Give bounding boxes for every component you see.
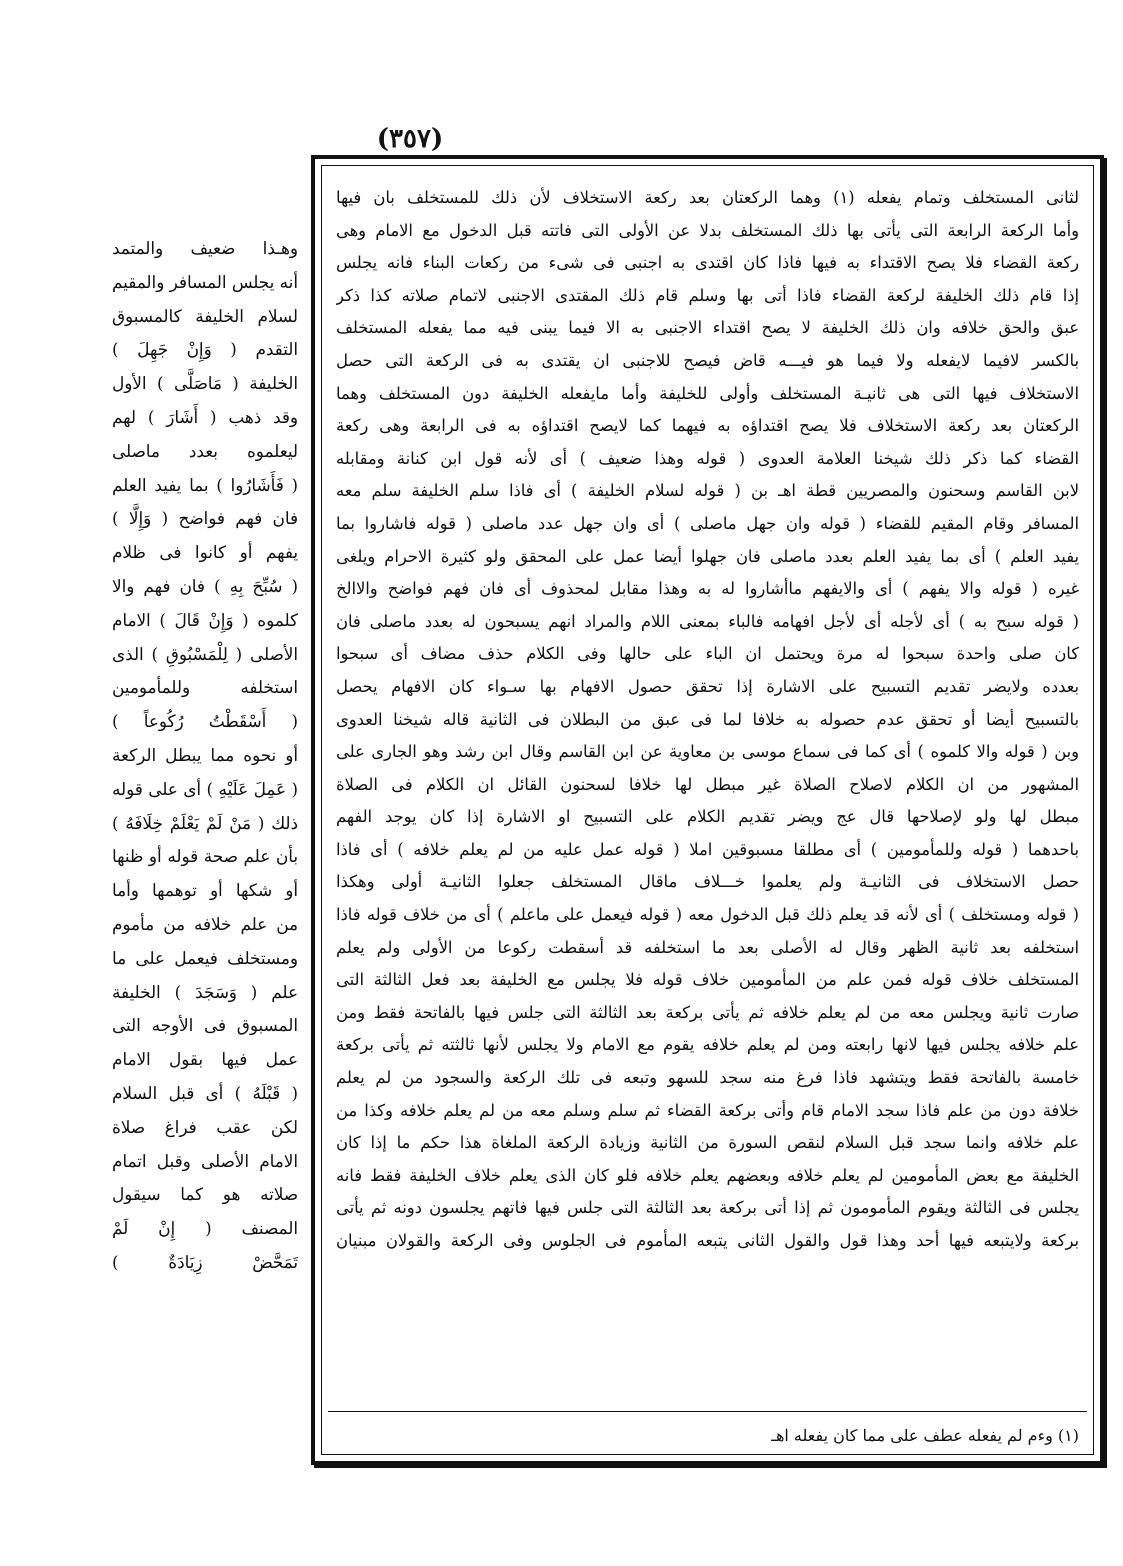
text-line: علم خلافه وانما سجد قبل السلام لنقص السورة من الثانية وزيادة الركعة الملغاة هذا حكم ما إذا كان (336, 1133, 1079, 1153)
text-line: وأما الركعة الرابعة التى يأتى بها ذلك المستخلف بدلا عن الأولى التى فاتته قبل الدخول مع الامام وهى (336, 220, 1079, 240)
text-line: كان صلى واحدة سبحوا له مرة ويحتمل ان الباء على حالها وفى الكلام حذف مضاف أى سبحوا (336, 644, 1079, 664)
text-line: ذلك ( مَنْ لَمْ يَعْلَمْ خِلَافَهُ ) (112, 812, 298, 833)
text-line: مبطل لها ولو لإصلاحها قال عج ويضر تقديم الكلام على التسبيح او الاشارة إذا كان يوجد الفهم (336, 807, 1079, 827)
text-line: لسلام الخليفة كالمسبوق (112, 305, 298, 326)
text-line: الاستخلاف فيها التى هى ثانيـة المستخلف وأولى للخليفة وأما مايفعله الخليفة دون المستخلف وهما (336, 383, 1079, 403)
text-line: صارت ثانية ويجلس معه من لم يعلم خلافه ثم يأتى بركعة بعد الثالثة التى جلس فيها بالفاتحة فقط ومن (336, 1002, 1079, 1022)
text-line: ( قوله سبح به ) أى لأجله أى لأجل افهامه فالباء بمعنى اللام والمراد انهم يسبحون له بعدد ماصلى فان (336, 611, 1079, 631)
text-line: ليعلموه بعدد ماصلى (112, 440, 298, 461)
text-line: تَمَحَّضْ زِيَادَةٌ ) (112, 1251, 298, 1272)
text-line: الأصلى ( لِلْمَسْبُوقِ ) الذى (112, 643, 298, 664)
text-line: فان فهم فواضح ( وَإِلَّا ) (112, 508, 298, 529)
text-line: كلموه ( وَإِنْ قَالَ ) الامام (112, 609, 298, 630)
text-line: أو نحوه مما يبطل الركعة (112, 744, 298, 765)
margin-commentary (112, 232, 298, 1280)
text-line: باحدهما ( قوله وللمأمومين ) أى مطلقا مسبوقين املا ( قوله عمل عليه من لم يعلم خلافه ) أى فاذا (336, 839, 1079, 859)
text-line: وهـذا ضعيف والمتمد (112, 238, 298, 258)
main-text-inner-border (321, 165, 1094, 1455)
text-line: المصنف ( إِنْ لَمْ (112, 1218, 298, 1239)
text-line: الركعتان بعد ركعة الاستخلاف فلا يصح اقتداؤه به فيهما كما لايصح اقتداؤه به فى الرابعة وهى ركعة (336, 416, 1079, 436)
text-line: ومستخلف فيعمل على ما (112, 947, 298, 968)
main-text-body (336, 182, 1079, 1400)
footnote: (١) وءم لم يفعله عطف على مما كان يفعله اهـ (771, 1426, 1079, 1445)
text-line: استخلفه وللمأمومين (112, 677, 298, 698)
page-number: (٣٥٧) (376, 124, 444, 154)
text-line: ( سُبِّحَ بِهِ ) فان فهم والا (112, 575, 298, 596)
footnote-divider (328, 1411, 1087, 1412)
text-line: بالتسبيح أيضا أو تحقق عدم حصوله به خلافا لما فى عبق من البطلان فى الثانية قاله شيخنا العدوى (336, 709, 1079, 729)
text-line: يفيد العلم ) أى بما يفيد العلم بعدد ماصلى فان جهلوا أيضا عمل على المحقق ولو كثيرة الاحرام ويلغى (336, 546, 1079, 566)
text-line: ( قَبْلَهُ ) أى قبل السلام (112, 1082, 298, 1103)
text-line: استخلفه بعد ثانية الظهر وقال له الأصلى بعد ما استخلفه قد أسقطت ركوعا من الأولى ولم يعلم (336, 937, 1079, 957)
text-line: ركعة القضاء فلا يصح الاقتداء به فيها فاذا كان اقتدى به اجنبى فى شىء من ركعات البناء فانه يجلس (336, 253, 1079, 273)
text-line: غيره ( قوله والا يفهم ) أى والايفهم ماأشاروا له به وهذا مقابل لمحذوف أى فان فهم فواضح والاالخ (336, 579, 1079, 599)
text-line: وقد ذهب ( أَشَارَ ) لهم (112, 406, 298, 427)
text-line: المسافر وقام المقيم للقضاء ( قوله وان جهل ماصلى ) أى وان جهل عدد ماصلى ( قوله فاشاروا بما (336, 513, 1079, 533)
text-line: ( قوله ومستخلف ) أى لأنه قد يعلم ذلك قبل الدخول معه ( قوله فيعمل على ماعلم ) أى من خلاف قوله فاذا (336, 905, 1079, 925)
text-line: التقدم ( وَإِنْ جَهِلَ ) (112, 339, 298, 360)
text-line: وبن ( قوله والا كلموه ) أى كما فى سماع موسى بن معاوية عن ابن القاسم وقال ابن رشد وهو الجارى على (336, 742, 1079, 762)
text-line: بعدده ولايضر تقديم التسبيح على الاشارة إذا تحقق حصول الافهام بها سـواء كان الافهام يحصل (336, 676, 1079, 696)
text-line: المشهور من ان الكلام لاصلاح الصلاة غير مبطل لها خلافا لسحنون القائل ان الكلام فى الصلاة (336, 774, 1079, 794)
text-line: ( أَسْقَطْتُ رُكُوعاً ) (112, 711, 298, 732)
text-line: لابن القاسم وسحنون والمصريين قطة اهـ بن ( قوله لسلام الخليفة ) أى فاذا سلم الخليفة سلم معه (336, 481, 1079, 501)
text-line: بركعة ولايتبعه فيها أحد وهذا قول والقول الثانى يتبعه المأموم فى الجلوس وفى الركعة والقولان مبنيان (336, 1231, 1079, 1250)
text-line: عبق والحق خلافه وان ذلك الخليفة لا يصح اقتداء الاجنبى به الا فيما يبنى فيه مما يفعله المستخلف (336, 318, 1079, 338)
text-line: الامام الأصلى وقبل اتمام (112, 1150, 298, 1171)
text-line: أنه يجلس المسافر والمقيم (112, 271, 298, 292)
text-line: يجلس فى الثالثة ويقوم المأمومون ثم إذا أتى بركعة بعد الثالثة التى جلس فيها فاتهم يجلسون دونه ثم يأتى (336, 1198, 1079, 1218)
text-line: علم ( وَسَجَدَ ) الخليفة (112, 981, 298, 1002)
text-line: المستخلف خلاف قوله فمن علم من المأمومين خلاف قوله فلا يجلس مع الخليفة بعد فعل الثالثة التى (336, 970, 1079, 990)
text-line: أو شكها أو توهمها وأما (112, 880, 298, 901)
text-line: لكن عقب فراغ صلاة (112, 1116, 298, 1137)
text-line: بالكسر لافيما لايفعله ولا فيما هو فيـــه قاض فيصح للاجنبى ان يقتدى به فى الركعة التى حصل (336, 350, 1079, 370)
text-line: حصل الاستخلاف فى الثانيـة ولم يعلموا خـــلاف ماقال المستخلف جعلوا الثانيـة أولى وهكذا (336, 872, 1079, 892)
text-line: بأن علم صحة قوله أو ظنها (112, 846, 298, 867)
text-line: يفهم أو كانوا فى ظلام (112, 542, 298, 563)
text-line: لثانى المستخلف وتمام يفعله (١) وهما الركعتان بعد ركعة الاستخلاف لأن ذلك للمستخلف بان فيها (336, 188, 1079, 207)
text-line: عمل فيها بقول الامام (112, 1049, 298, 1070)
text-line: الخليفة ( مَاصَلَّى ) الأول (112, 373, 298, 394)
text-line: ( فَأَشَارُوا ) بما يفيد العلم (112, 474, 298, 495)
text-line: القضاء كما ذكر ذلك شيخنا العلامة العدوى ( قوله وهذا ضعيف ) أى لأنه قول ابن كنانة ومقابله (336, 448, 1079, 468)
text-line: إذا قام ذلك الخليفة لركعة القضاء فاذا أتى بها وسلم قام ذلك المقتدى الاجنبى لاتمام صلاته كذا ذكر (336, 285, 1079, 305)
text-line: المسبوق فى الأوجه التى (112, 1015, 298, 1036)
text-line: ( عَمِلَ عَلَيْهِ ) أى على قوله (112, 778, 298, 799)
main-text-frame (311, 155, 1104, 1465)
text-line: الخليفة مع بعض المأمومين لم يعلم خلافه وبعضهم يعلم خلافه فلو كان الذى يعلم خلاف الخليفة فقط فانه (336, 1165, 1079, 1185)
text-line: خامسة بالفاتحة فقط ويتشهد فاذا فرغ منه سجد للسهو وتبعه فى تلك الركعة والسجود من لم يعلم (336, 1068, 1079, 1088)
text-line: صلاته هو كما سيقول (112, 1184, 298, 1205)
text-line: علم خلافه يجلس فيها لانها رابعته ومن لم يعلم خلافه يقوم مع الامام ولا يجلس لأنها ثالثته ثم يأتى بركعة (336, 1035, 1079, 1055)
text-line: من علم خلافه من مأموم (112, 913, 298, 934)
text-line: خلافة دون من علم فاذا سجد الامام قام وأتى بركعة القضاء ثم سلم وسلم معه من لم يعلم خلافه وكذا من (336, 1100, 1079, 1120)
